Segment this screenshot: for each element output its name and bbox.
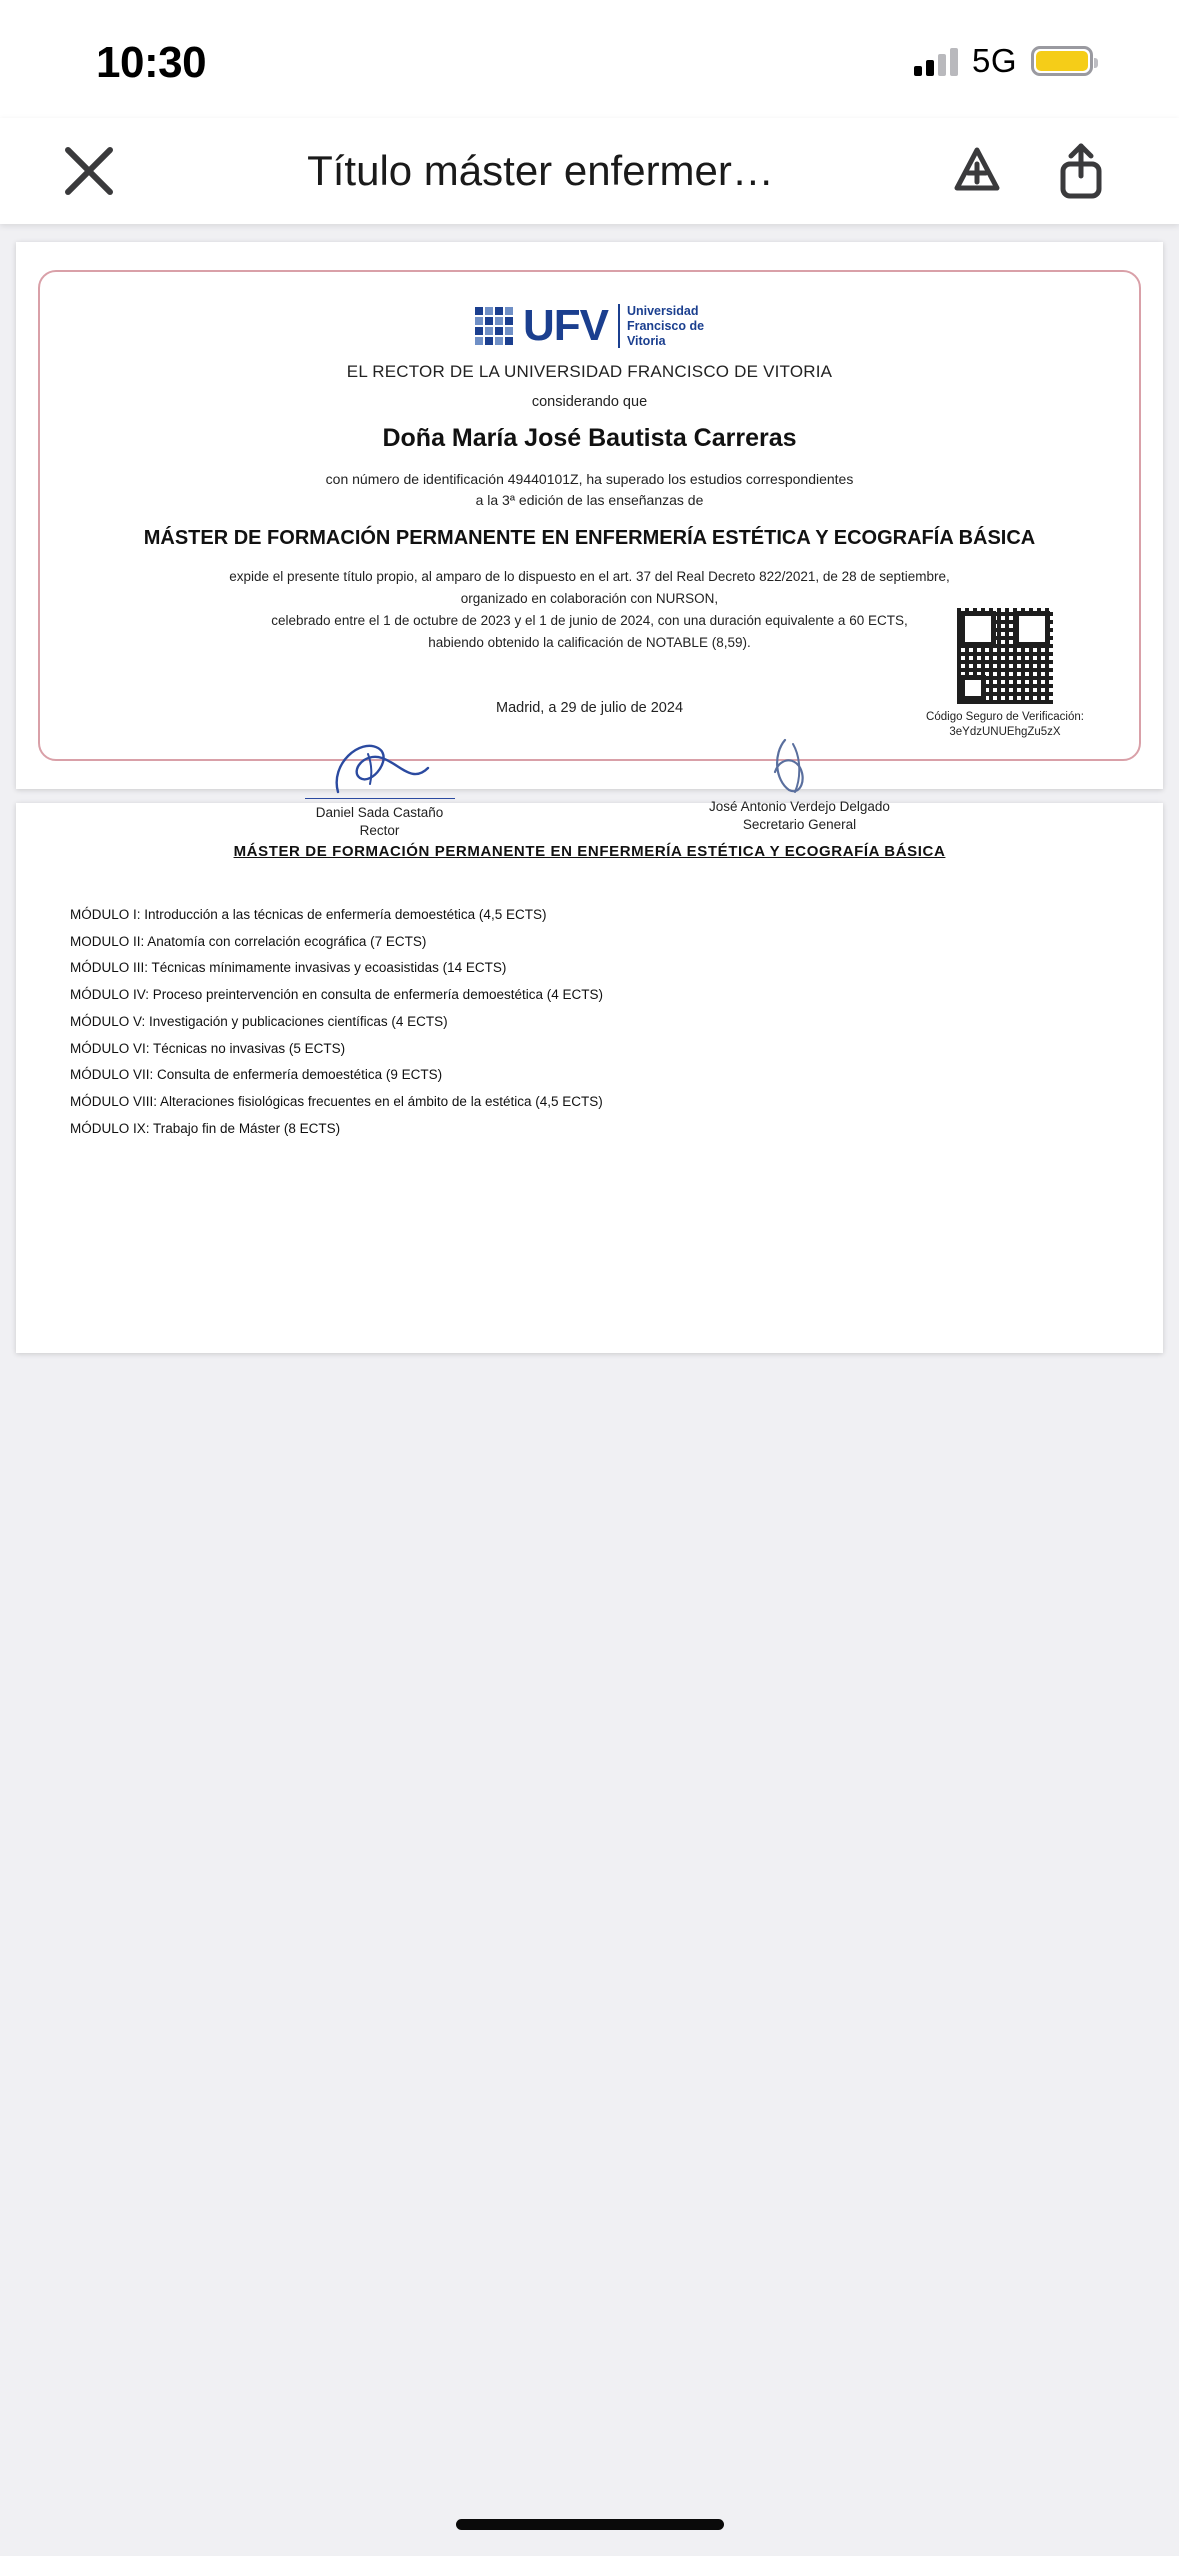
document-page-1 — [16, 242, 1163, 838]
verification-code: 3eYdzUNUEhgZu5zX — [949, 726, 1061, 739]
battery-icon — [1031, 46, 1093, 76]
program-title: MÁSTER DE FORMACIÓN PERMANENTE EN ENFERMERÍA ESTÉTICA Y ECOGRAFÍA BÁSICA — [143, 527, 1036, 550]
qr-code-icon — [957, 608, 1053, 704]
signature-role-secretary: Secretario General — [742, 816, 857, 832]
signature-role-rector: Rector — [359, 822, 400, 838]
navigation-bar — [0, 118, 1179, 224]
ufv-logo-acronym: UFV — [522, 301, 608, 351]
close-icon[interactable] — [58, 140, 120, 202]
body-line-4: habiendo obtenido la calificación de NOTABLE (8,59). — [428, 634, 751, 650]
modules-page-title: MÁSTER DE FORMACIÓN PERMANENTE EN ENFERMERÍA ESTÉTICA Y ECOGRAFÍA BÁSICA — [233, 843, 946, 860]
list-item: MODULO II: Anatomía con correlación ecográfica (7 ECTS) — [70, 933, 427, 949]
page-title: Título máster enfermer… — [307, 147, 774, 194]
body-line-2: organizado en colaboración con NURSON, — [460, 591, 719, 607]
modules-list — [70, 902, 1109, 1142]
list-item: MÓDULO V: Investigación y publicaciones científicas (4 ECTS) — [70, 1013, 448, 1029]
list-item: MÓDULO VI: Técnicas no invasivas (5 ECTS) — [70, 1040, 346, 1056]
verification-label: Código Seguro de Verificación: — [926, 710, 1084, 723]
rector-line: EL RECTOR DE LA UNIVERSIDAD FRANCISCO DE VITORIA — [346, 362, 833, 382]
signature-rule-rector — [305, 798, 455, 799]
identification-line-1: con número de identificación 49440101Z, ha superado los estudios correspondientes — [325, 471, 854, 488]
ufv-logo-line-3: Vitoria — [626, 333, 666, 348]
list-item: MÓDULO IX: Trabajo fin de Máster (8 ECTS) — [70, 1120, 341, 1136]
ufv-logo-line-1: Universidad — [626, 304, 699, 318]
signature-block-rector — [230, 732, 530, 840]
status-bar — [0, 0, 1179, 118]
body-line-3: celebrado entre el 1 de octubre de 2023 y el 1 de junio de 2024, con una duración equivalente a 60 ECTS, — [271, 612, 908, 628]
network-type-label: 5G — [971, 42, 1017, 79]
status-indicators — [914, 42, 1093, 80]
list-item: MÓDULO IV: Proceso preintervención en consulta de enfermería demoestética (4 ECTS) — [70, 987, 603, 1003]
signature-name-rector: Daniel Sada Castaño — [315, 804, 444, 820]
markup-add-icon[interactable] — [949, 140, 1005, 202]
share-icon[interactable] — [1053, 140, 1109, 202]
ufv-logo-mark-icon — [475, 307, 513, 345]
considering-line: considerando que — [531, 394, 648, 411]
signature-rector-icon — [230, 732, 530, 798]
ufv-logo-line-2: Francisco de — [626, 318, 705, 333]
list-item: MÓDULO VIII: Alteraciones fisiológicas frecuentes en el ámbito de la estética (4,5 ECTS) — [70, 1094, 603, 1110]
signal-bars-icon — [914, 46, 958, 76]
identification-line-2: a la 3ª edición de las enseñanzas de — [475, 492, 704, 509]
body-line-1: expide el presente título propio, al amparo de lo dispuesto en el art. 37 del Real Decreto 822/2021, de 28 de septiembre, — [229, 569, 950, 585]
signatures-row — [94, 732, 1085, 840]
signature-name-secretary: José Antonio Verdejo Delgado — [709, 798, 890, 814]
navigation-actions — [949, 140, 1109, 202]
list-item: MÓDULO III: Técnicas mínimamente invasivas y ecoasistidas (14 ECTS) — [70, 960, 507, 976]
student-name: Doña María José Bautista Carreras — [382, 424, 797, 453]
identification-block — [94, 469, 1085, 511]
place-and-date: Madrid, a 29 de julio de 2024 — [495, 699, 684, 716]
list-item: MÓDULO VII: Consulta de enfermería demoestética (9 ECTS) — [70, 1067, 443, 1083]
document-page-2 — [16, 803, 1163, 1353]
certificate-frame — [38, 270, 1141, 838]
document-scroll-area[interactable] — [0, 224, 1179, 2556]
signature-block-secretary — [650, 732, 950, 840]
ufv-logo-subtitle — [618, 304, 704, 348]
verification-block — [895, 608, 1115, 741]
status-time: 10:30 — [96, 38, 207, 87]
ufv-logo — [94, 301, 1085, 351]
signature-secretary-icon — [650, 732, 950, 798]
home-indicator[interactable] — [456, 2519, 724, 2530]
list-item: MÓDULO I: Introducción a las técnicas de enfermería demoestética (4,5 ECTS) — [70, 907, 547, 922]
